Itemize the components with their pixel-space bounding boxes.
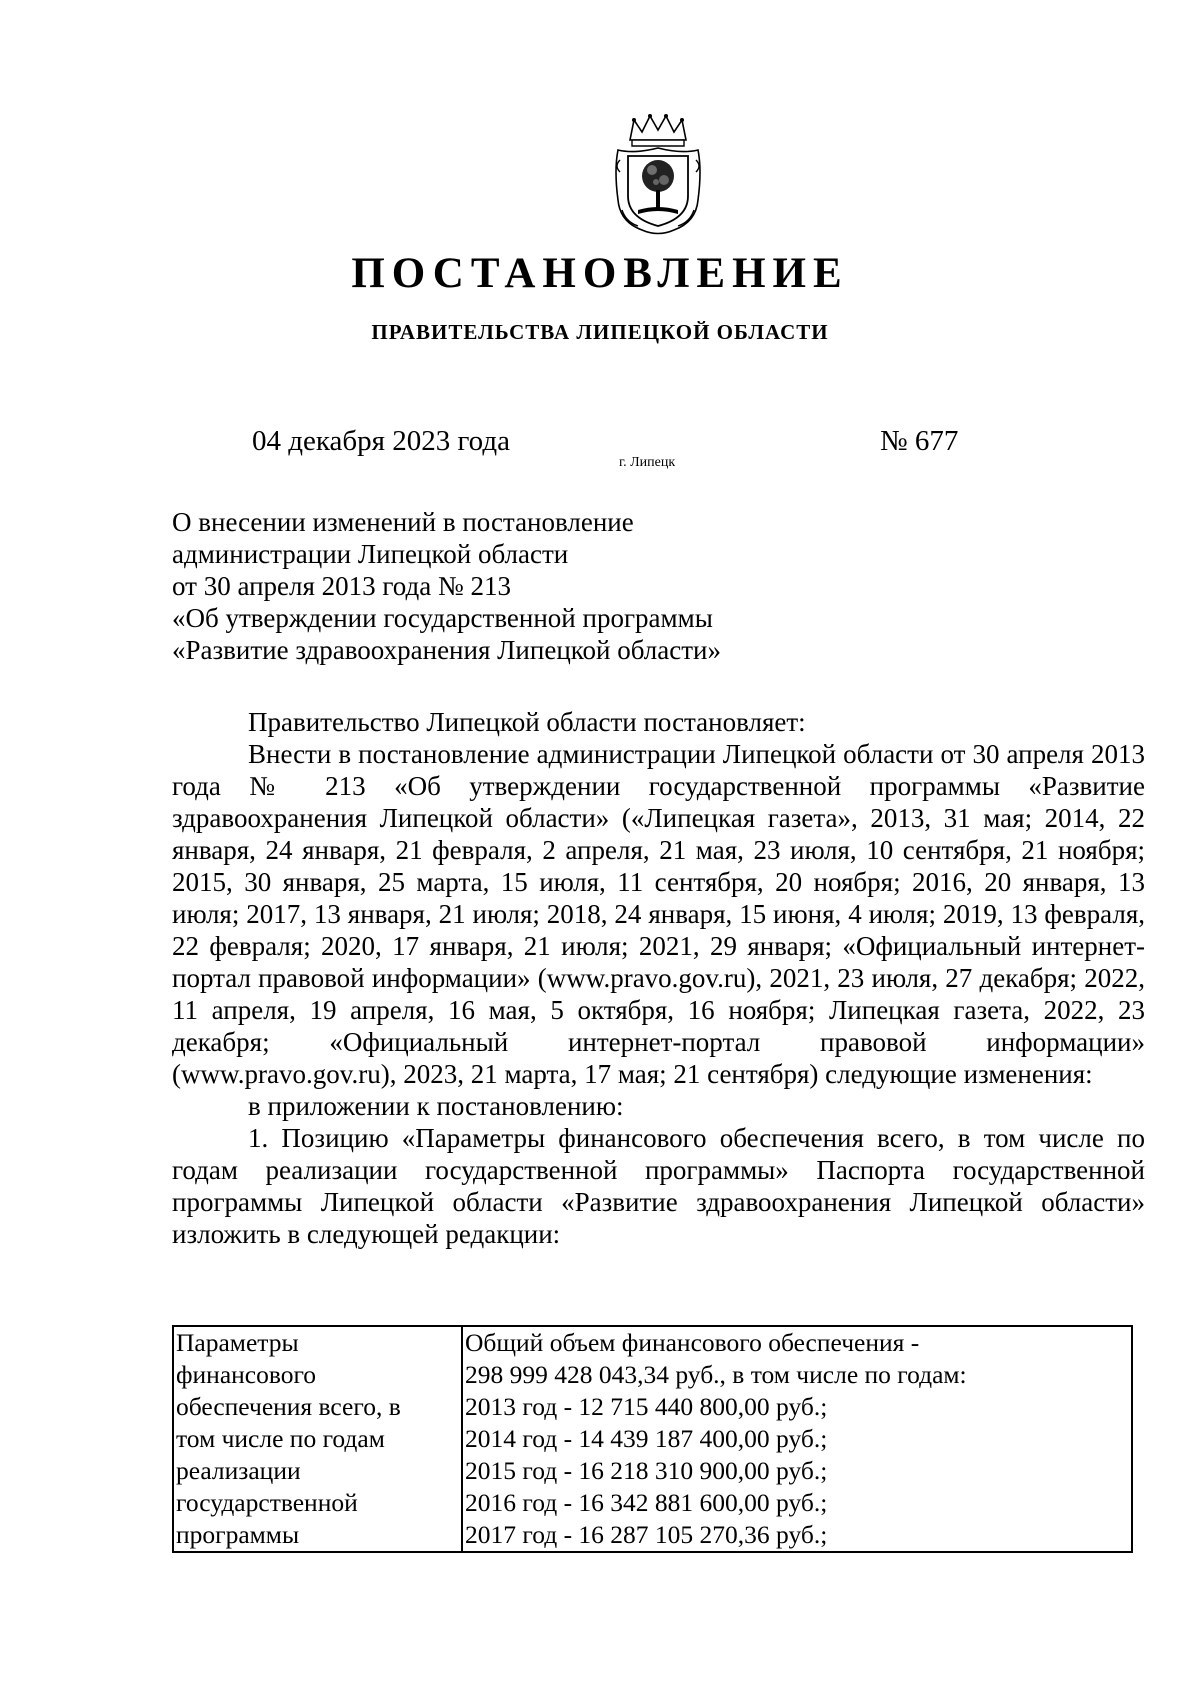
document-number: № 677: [880, 425, 959, 457]
financing-parameters-table: [172, 1325, 1133, 1553]
table-value-cell: [462, 1326, 1132, 1552]
table-label-cell: [173, 1326, 462, 1552]
document-subtitle: ПРАВИТЕЛЬСТВА ЛИПЕЦКОЙ ОБЛАСТИ: [371, 320, 829, 344]
document-body: [172, 706, 1145, 1250]
value-line: 2014 год - 14 439 187 400,00 руб.;: [465, 1424, 828, 1453]
value-line: Общий объем финансового обеспечения -: [465, 1328, 920, 1357]
body-paragraph: Правительство Липецкой области постановляет:: [248, 707, 806, 737]
value-line: 2016 год - 16 342 881 600,00 руб.;: [465, 1488, 828, 1517]
document-city: г. Липецк: [619, 455, 676, 470]
value-line: 2015 год - 16 218 310 900,00 руб.;: [465, 1456, 828, 1485]
subject-line: от 30 апреля 2013 года № 213: [172, 571, 512, 601]
document-date: 04 декабря 2023 года: [252, 425, 510, 457]
subject-line: О внесении изменений в постановление: [172, 507, 634, 537]
table-row: [173, 1326, 1132, 1552]
value-line: 298 999 428 043,34 руб., в том числе по годам:: [465, 1360, 967, 1389]
label-line: обеспечения всего, в: [176, 1392, 401, 1421]
body-paragraph: в приложении к постановлению:: [248, 1091, 624, 1121]
value-line: 2013 год - 12 715 440 800,00 руб.;: [465, 1392, 828, 1421]
document-subject: [172, 506, 872, 666]
document-title: ПОСТАНОВЛЕНИЕ: [351, 250, 849, 297]
label-line: финансового: [176, 1360, 317, 1389]
subject-line: администрации Липецкой области: [172, 539, 569, 569]
subject-line: «Об утверждении государственной программы: [172, 603, 713, 633]
body-paragraph: Внести в постановление администрации Липецкой области от 30 апреля 2013 года № 213 «Об утверждении государственной программы «Развитие здравоохранения Липецкой области» («Липецкая газета», 2013, 31 мая; 2014, 22 января, 24 января, 21 февраля, 2 апреля, 21 мая, 23 июля, 10 сентября, 21 ноября; 2015, 30 января, 25 марта, 15 июля, 11 сентября, 20 ноября; 2016, 20 января, 13 июля; 2017, 13 января, 21 июля; 2018, 24 января, 15 июня, 4 июля; 2019, 13 февраля, 22 февраля; 2020, 17 января, 21 июля; 2021, 29 января; «Официальный интернет-портал правовой информации» (www.pravo.gov.ru), 2021, 23 июля, 27 декабря; 2022, 11 апреля, 19 апреля, 16 мая, 5 октября, 16 ноября; Липецкая газета, 2022, 23 декабря; «Официальный интернет-портал правовой информации» (www.pravo.gov.ru), 2023, 21 марта, 17 мая; 21 сентября) следующие изменения:: [172, 739, 1145, 1089]
label-line: реализации: [176, 1456, 301, 1485]
subject-line: «Развитие здравоохранения Липецкой области»: [172, 635, 721, 665]
label-line: том числе по годам: [176, 1424, 385, 1453]
body-paragraph: 1. Позицию «Параметры финансового обеспечения всего, в том числе по годам реализации государственной программы» Паспорта государственной программы Липецкой области «Развитие здравоохранения Липецкой области» изложить в следующей редакции:: [172, 1123, 1145, 1249]
lipetsk-coat-of-arms-icon: [612, 110, 704, 240]
value-line: 2017 год - 16 287 105 270,36 руб.;: [465, 1520, 828, 1549]
label-line: государственной: [176, 1488, 358, 1517]
label-line: программы: [176, 1520, 300, 1549]
label-line: Параметры: [176, 1328, 299, 1357]
